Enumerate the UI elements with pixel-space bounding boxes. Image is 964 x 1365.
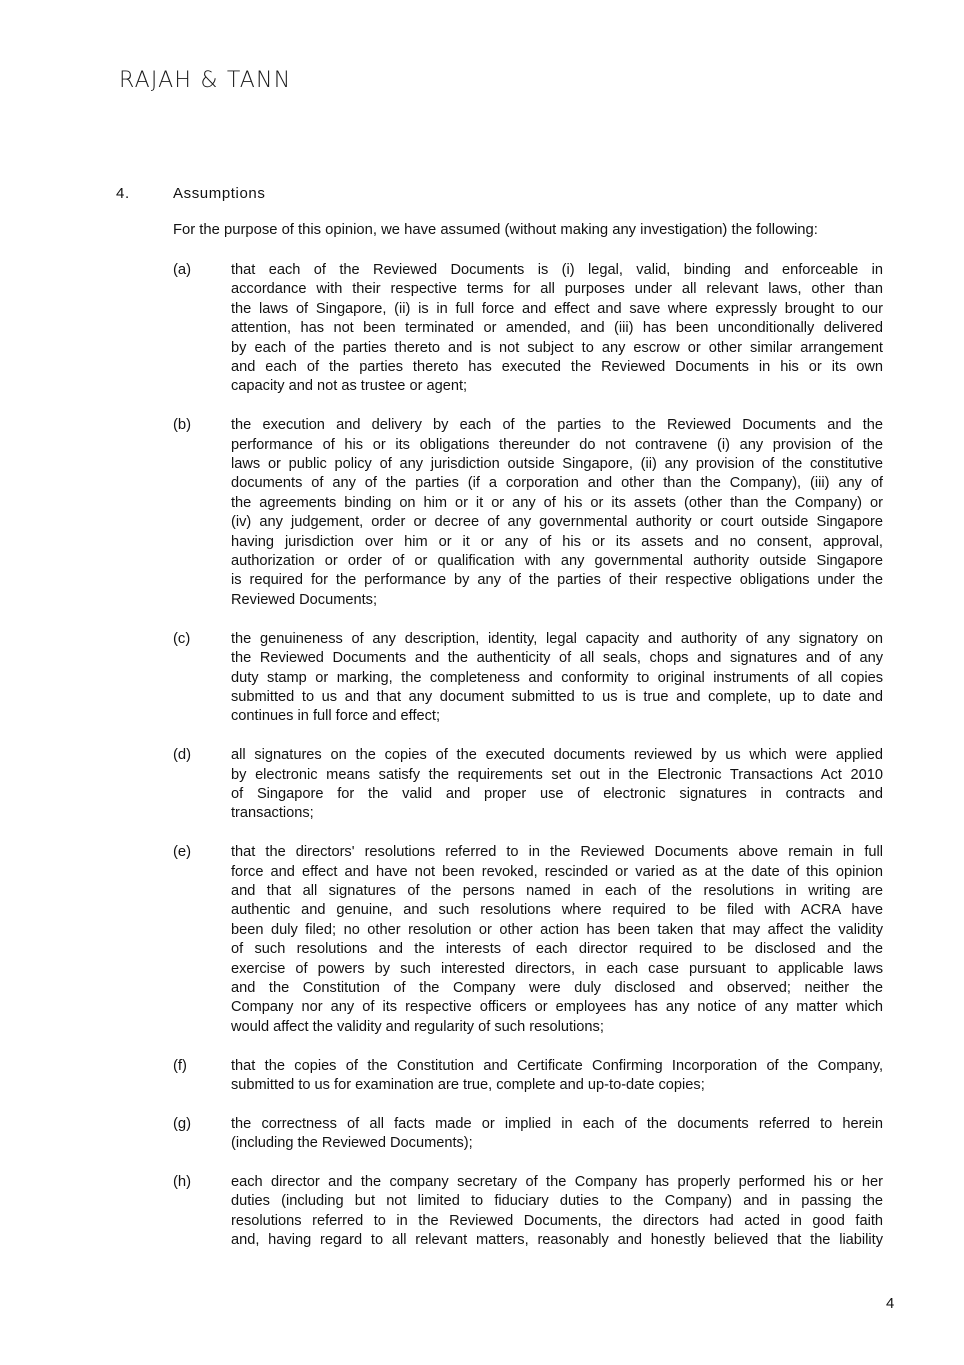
page-number: 4 bbox=[886, 1296, 895, 1312]
text-line: authentic and genuine, and such resolutions where required to be filed with ACRA have bbox=[231, 902, 883, 919]
text-line: submitted to us for examination are true, complete and up-to-date copies; bbox=[231, 1076, 705, 1093]
item-text bbox=[231, 416, 883, 610]
list-item bbox=[173, 843, 884, 1037]
text-line: of Singapore for the valid and proper use of electronic signatures in contracts and bbox=[231, 785, 883, 802]
item-label: (e) bbox=[173, 844, 192, 861]
text-line: of such resolutions and the interests of each director required to be disclosed and the bbox=[231, 941, 883, 958]
text-line: and, having regard to all relevant matters, reasonably and honestly believed that the liability bbox=[231, 1232, 883, 1249]
text-line: continues in full force and effect; bbox=[231, 708, 441, 725]
text-line: documents of any of the parties (if a corporation and other than the Company), (iii) any of bbox=[231, 475, 883, 492]
text-line: exercise of powers by such interested directors, in each case pursuant to applicable laws bbox=[231, 960, 883, 977]
text-line: (iv) any judgement, order or decree of any governmental authority or court outside Singapore bbox=[231, 514, 883, 531]
text-line: and the Constitution of the Company were duly disclosed and observed; neither the bbox=[231, 979, 883, 996]
list-item bbox=[173, 416, 884, 610]
item-label: (a) bbox=[173, 262, 192, 278]
text-line: the execution and delivery by each of the parties to the Reviewed Documents and the bbox=[231, 417, 883, 434]
item-text bbox=[231, 261, 883, 397]
section-number: 4. bbox=[116, 185, 130, 202]
list-item bbox=[173, 1173, 884, 1251]
text-line: by electronic means satisfy the requirements set out in the Electronic Transactions Act 2010 bbox=[231, 766, 883, 783]
list-item bbox=[173, 1057, 884, 1096]
text-line: the laws of Singapore, (ii) is in full force and effect and save where expressly brought to our bbox=[231, 300, 883, 317]
text-line: duties (including but not limited to fiduciary duties to the Company) and in passing the bbox=[231, 1193, 883, 1210]
section-title: Assumptions bbox=[173, 185, 266, 202]
text-line: the agreements binding on him or it or any of his or its assets (other than the Company) or bbox=[231, 494, 883, 511]
text-line: submitted to us and that any document submitted to us is true and complete, up to date and bbox=[231, 688, 883, 705]
text-line: (including the Reviewed Documents); bbox=[231, 1135, 473, 1152]
list-item bbox=[173, 261, 884, 397]
item-label: (f) bbox=[173, 1057, 187, 1074]
text-line: by each of the parties thereto and is not subject to any escrow or other similar arrangement bbox=[231, 339, 883, 356]
text-line: duty stamp or marking, the completeness and conformity to original instruments of all copies bbox=[231, 669, 883, 686]
text-line: the correctness of all facts made or implied in each of the documents referred to herein bbox=[231, 1115, 883, 1132]
item-text bbox=[231, 1115, 883, 1154]
text-line: resolutions referred to in the Reviewed Documents, the directors had acted in good faith bbox=[231, 1212, 883, 1229]
list-item bbox=[173, 630, 884, 727]
item-label: (c) bbox=[173, 630, 191, 647]
text-line: would affect the validity and regularity of such resolutions; bbox=[231, 1018, 604, 1035]
text-line: that the directors' resolutions referred to in the Reviewed Documents above remain in full bbox=[231, 844, 883, 861]
text-line: authorization or order of or qualification with any governmental authority outside Singapore bbox=[231, 553, 883, 570]
text-line: attention, has not been terminated or amended, and (iii) has been unconditionally delivered bbox=[231, 320, 883, 337]
text-line: capacity and not as trustee or agent; bbox=[231, 378, 468, 395]
text-line: been duly filed; no other resolution or other action has been taken that may affect the validity bbox=[231, 921, 883, 938]
text-line: force and effect and have not been revoked, rescinded or varied as at the date of this opinion bbox=[231, 863, 883, 880]
text-line: is required for the performance by any of the parties of their respective obligations under the bbox=[231, 572, 883, 589]
text-line: Company nor any of its respective officers or employees has any notice of any matter which bbox=[231, 999, 883, 1016]
text-line: and that all signatures of the persons named in each of the resolutions in writing are bbox=[231, 882, 883, 899]
list-item bbox=[173, 746, 884, 824]
item-text bbox=[231, 746, 883, 824]
text-line: that each of the Reviewed Documents is (i) legal, valid, binding and enforceable in bbox=[231, 262, 883, 278]
text-line: that the copies of the Constitution and Certificate Confirming Incorporation of the Company, bbox=[231, 1057, 883, 1074]
item-label: (b) bbox=[173, 417, 192, 434]
text-line: transactions; bbox=[231, 805, 314, 822]
text-line: having jurisdiction over him or it or any of his or its assets and no consent, approval, bbox=[231, 533, 883, 550]
text-line: each director and the company secretary of the Company has properly performed his or her bbox=[231, 1173, 883, 1190]
text-line: the Reviewed Documents and the authenticity of all seals, chops and signatures and of any bbox=[231, 650, 883, 667]
item-text bbox=[231, 843, 883, 1037]
item-text bbox=[231, 1057, 883, 1096]
item-text bbox=[231, 1173, 883, 1251]
text-line: and each of the parties thereto has executed the Reviewed Documents in his or its own bbox=[231, 359, 883, 376]
text-line: accordance with their respective terms for all purposes under all relevant laws, other than bbox=[231, 281, 883, 298]
text-line: laws or public policy of any jurisdiction outside Singapore, (ii) any provision of the constitutive bbox=[231, 456, 883, 473]
firm-logo: RAJAH & TANN bbox=[119, 68, 292, 93]
text-line: all signatures on the copies of the executed documents reviewed by us which were applied bbox=[231, 747, 883, 764]
intro-paragraph: For the purpose of this opinion, we have assumed (without making any investigation) the following: bbox=[173, 222, 818, 238]
text-line: the genuineness of any description, identity, legal capacity and authority of any signatory on bbox=[231, 630, 883, 647]
text-line: Reviewed Documents; bbox=[231, 591, 378, 608]
item-label: (g) bbox=[173, 1115, 192, 1132]
text-line: performance of his or its obligations thereunder do not contravene (i) any provision of the bbox=[231, 436, 883, 453]
item-label: (d) bbox=[173, 747, 192, 764]
list-item bbox=[173, 1115, 884, 1154]
item-text bbox=[231, 630, 883, 727]
item-label: (h) bbox=[173, 1173, 192, 1190]
assumptions-list bbox=[173, 261, 884, 1270]
